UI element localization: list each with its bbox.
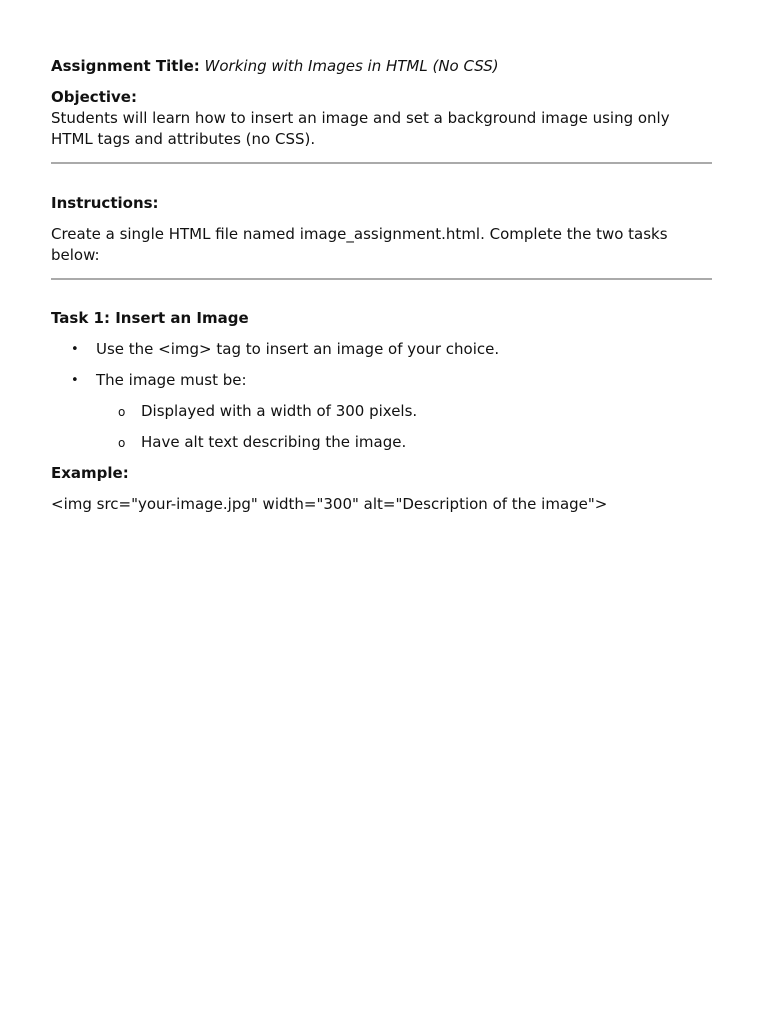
objective-heading: Objective: xyxy=(51,88,137,106)
instructions-heading: Instructions: xyxy=(51,194,159,212)
bullet-icon: • xyxy=(71,373,79,388)
instructions-text-line-2: below: xyxy=(51,246,100,264)
sub-bullet-icon: o xyxy=(118,405,126,419)
objective-text-line-1: Students will learn how to insert an image and set a background image using only xyxy=(51,109,670,127)
bullet-icon: • xyxy=(71,342,79,357)
document xyxy=(51,56,712,530)
task1-heading: Task 1: Insert an Image xyxy=(51,309,249,327)
sub-list-item-text: Displayed with a width of 300 pixels. xyxy=(141,402,418,420)
assignment-title xyxy=(51,56,712,77)
sub-list-item-text: Have alt text describing the image. xyxy=(141,433,407,451)
list-item-text: The image must be: xyxy=(96,371,247,389)
section-divider xyxy=(51,278,712,280)
task1-sub-list xyxy=(51,401,712,453)
sub-list-item xyxy=(51,401,712,422)
sub-list-item xyxy=(51,432,712,453)
list-item xyxy=(51,339,712,360)
example-heading: Example: xyxy=(51,464,129,482)
example-code: <img src="your-image.jpg" width="300" alt="Description of the image"> xyxy=(51,495,608,513)
sub-bullet-icon: o xyxy=(118,436,126,450)
task1-list xyxy=(51,339,712,391)
instructions-text-line-1: Create a single HTML file named image_assignment.html. Complete the two tasks xyxy=(51,225,668,243)
objective-text-line-2: HTML tags and attributes (no CSS). xyxy=(51,130,316,148)
instructions-text xyxy=(51,224,712,266)
list-item xyxy=(51,370,712,391)
assignment-title-label: Assignment Title: xyxy=(51,57,200,75)
assignment-title-text: Working with Images in HTML (No CSS) xyxy=(204,57,499,75)
section-divider xyxy=(51,162,712,164)
list-item-text: Use the <img> tag to insert an image of your choice. xyxy=(96,340,500,358)
